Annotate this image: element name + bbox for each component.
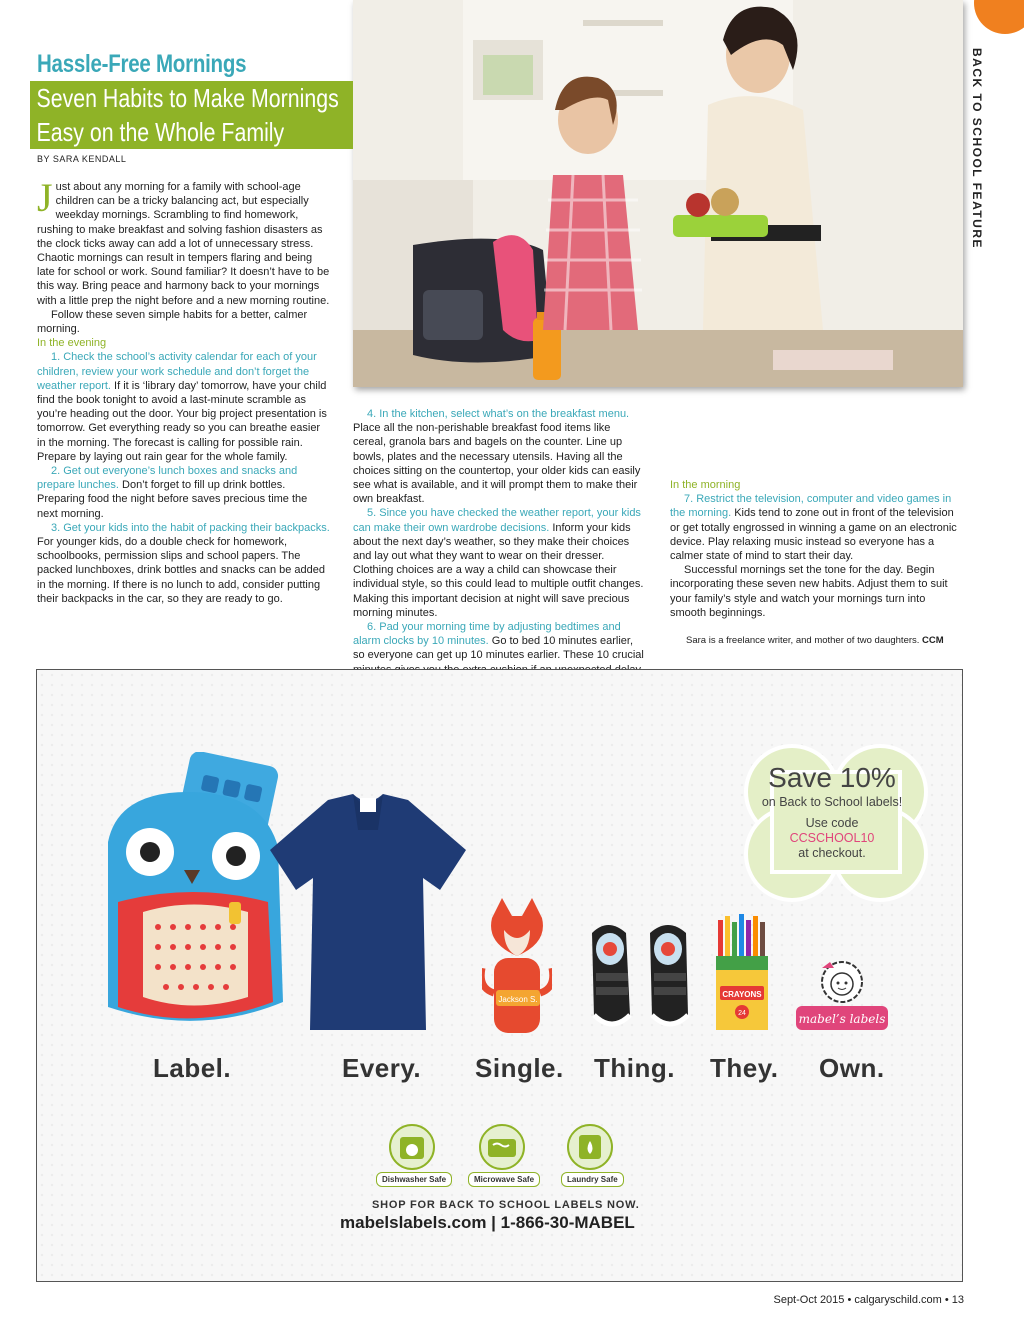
slogan-word-1: Label. — [153, 1053, 232, 1083]
tip-5-body: Inform your kids about the next day’s weather, so they make their choices and lay out what they want to wear on their dresser. Clothing choices are a way a child can showcase their individual style, so this could lead to multiple outfit changes. Making this important decision at night will save precious morning minutes. — [353, 521, 644, 619]
article-column-2 — [353, 407, 646, 691]
promo-at-checkout: at checkout. — [798, 846, 866, 860]
tip-3-heading: 3. Get your kids into the habit of packing their backpacks. — [51, 521, 330, 534]
slogan-word-4: Thing. — [594, 1053, 675, 1083]
tip-6-body: Go to bed 10 minutes earlier, so everyone can get up 10 minutes earlier. These 10 crucial — [353, 635, 644, 662]
tip-2-body: Don’t forget to fill up drink bottles. Preparing food the night before saves precious time the next morning. — [37, 479, 308, 520]
laundry-safe-label: Laundry Safe — [561, 1172, 624, 1187]
section-heading-evening: In the evening — [37, 337, 107, 350]
mabels-labels-logo — [794, 958, 900, 1038]
tip-1-body: If it is ‘library day’ tomorrow, have your child find the book tonight to avoid a last-minute scramble as you’re heading out the door. Your big project presentation is tomorrow. Get everything ready so you can breathe easier in the morning. The forecast is calling for possible rain. Prepare by laying out rain gear for the whole family. — [37, 379, 327, 463]
tip-4-heading: 4. In the kitchen, select what’s on the breakfast menu. — [367, 408, 630, 420]
cup-name-tag: Jackson S. — [498, 995, 538, 1004]
fox-cup-image — [482, 898, 552, 1038]
laundry-safe-icon — [556, 1123, 624, 1171]
tip-1-heading: 1. Check the school’s activity calendar for each of your children, review your work schedule and don’t forget the weather report. — [37, 351, 317, 392]
article-title-line-2: Easy on the Whole Family — [36, 117, 285, 147]
crayons-box-label: CRAYONS — [722, 990, 762, 999]
tip-2-heading: 2. Get out everyone’s lunch boxes and snacks and prepare lunches. — [37, 465, 298, 492]
closing-paragraph: Successful mornings set the tone for the day. Begin incorporating these seven new habits. Adjust them to suit your family’s style and watch your mornings turn into smooth beginnings. — [670, 564, 948, 619]
intro-paragraph: ust about any morning for a family with school-age children can be a tricky balancing act, but especially weekday mornings. Scrambling to find homework, rushing to make breakfast and solving fashion disasters as the clock ticks away can add a lot of unnecessary stress. Chaotic mornings can result in tempers flaring and being late for school or work. Sound familiar? It doesn’t have to be this way. Bring peace and harmony back to your mornings with a little prep the night before and a new morning routine. — [37, 181, 330, 307]
microwave-safe-label: Microwave Safe — [468, 1172, 540, 1187]
article-column-1 — [37, 175, 330, 606]
promo-use-code: Use code — [805, 816, 859, 830]
tip-4-body: Place all the non-perishable breakfast food items like cereal, granola bars and bagels on the counter. Line up bowls, plates and the necessary utensils. Having all the choices sitting on the countertop, your older kids can easily see what is available, and it will prompt them to make their own breakfast. — [353, 422, 641, 506]
article-title-line-1: Seven Habits to Make Mornings — [36, 83, 339, 113]
byline: BY SARA KENDALL — [37, 154, 127, 164]
promo-headline: Save 10% — [768, 762, 896, 793]
hero-photo-illustration — [353, 0, 963, 387]
section-heading-morning: In the morning — [670, 479, 741, 491]
publication-tag: CCM — [922, 635, 944, 646]
author-bio-text: Sara is a freelance writer, and mother of two daughters. — [686, 635, 920, 646]
ad-url-phone[interactable]: mabelslabels.com | 1-866-30-MABEL — [340, 1213, 635, 1232]
owl-backpack-image — [88, 752, 294, 1042]
slogan-word-5: They. — [710, 1053, 779, 1083]
tip-7-heading: 7. Restrict the television, computer and video games in the morning. — [670, 493, 952, 520]
author-bio — [686, 635, 944, 646]
sneakers-image — [586, 915, 694, 1033]
promo-subtext: on Back to School labels! — [761, 795, 903, 809]
article-kicker: Hassle-Free Mornings — [37, 50, 247, 78]
dishwasher-safe-label: Dishwasher Safe — [376, 1172, 452, 1187]
dishwasher-safe-icon — [378, 1123, 446, 1171]
slogan-word-6: Own. — [819, 1053, 885, 1083]
microwave-safe-icon — [468, 1123, 536, 1171]
promo-code: CCSCHOOL10 — [789, 831, 875, 845]
article-column-3 — [670, 407, 963, 620]
slogan-word-2: Every. — [342, 1053, 422, 1083]
slogan-word-3: Single. — [475, 1053, 564, 1083]
ad-call-to-action: SHOP FOR BACK TO SCHOOL LABELS NOW. — [372, 1199, 640, 1211]
intro-paragraph-2: Follow these seven simple habits for a better, calmer morning. — [37, 308, 308, 336]
crayons-box-image — [712, 912, 772, 1032]
tip-3-body: For younger kids, do a double check for homework, schoolbooks, permission slips and school papers. The packed lunchboxes, drink bottles and snacks can be added in the morning. If there is no lunch to add, consider putting their backpacks in the car, so they are ready to go. — [37, 536, 326, 605]
crayons-count: 24 — [738, 1010, 746, 1017]
polo-shirt-image — [268, 790, 468, 1038]
tip-6-heading: 6. Pad your morning time by adjusting bedtimes and alarm clocks by 10 minutes. — [353, 621, 621, 648]
section-label: BACK TO SCHOOL FEATURE — [970, 48, 984, 250]
page-footer: Sept-Oct 2015 • calgaryschild.com • 13 — [773, 1294, 964, 1306]
drop-cap: J — [37, 175, 53, 220]
article-title — [30, 81, 353, 149]
hero-photo — [353, 0, 963, 387]
tip-7-body: Kids tend to zone out in front of the television or get totally engrossed in winning a game on an electronic device. Play relaxing music instead so everyone has a calmer state of mind to start their day. — [670, 507, 957, 563]
tip-5-heading: 5. Since you have checked the weather report, your kids can make their own wardrobe decisions. — [353, 507, 641, 534]
mabels-labels-brand: mabel’s labels — [798, 1012, 886, 1026]
section-tab-marker — [974, 0, 1024, 34]
